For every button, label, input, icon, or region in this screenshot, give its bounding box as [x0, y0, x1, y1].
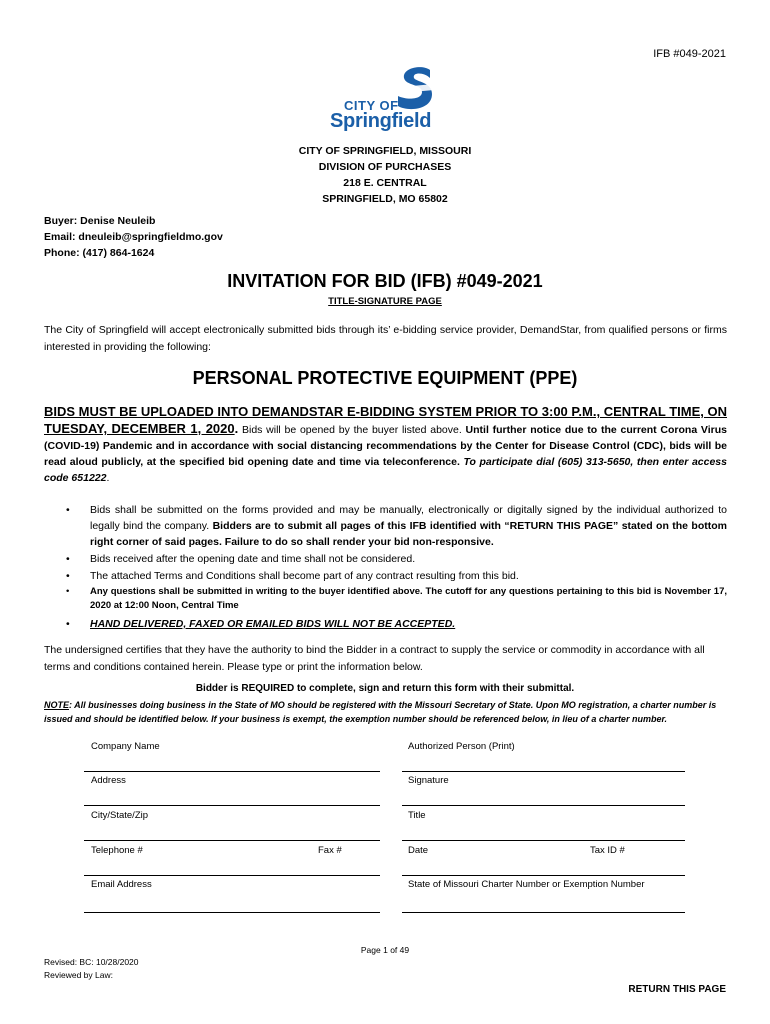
email-field[interactable]: [84, 912, 380, 913]
bullet-icon: •: [66, 504, 70, 516]
certification-paragraph: The undersigned certifies that they have the authority to bind the Bidder in a contract to supply the service or commodity in accordance with all terms and conditions contained herein. Please type or print the information below.: [44, 644, 705, 673]
list-item: [60, 502, 727, 550]
bullet-text: The attached Terms and Conditions shall become part of any contract resulting from this bid.: [90, 570, 519, 582]
teleconference-dial: To participate dial (605) 313-5650, then enter access code 651222: [44, 456, 727, 484]
note-label: NOTE: [44, 700, 70, 710]
dial-end: .: [106, 472, 110, 484]
address-line: CITY OF SPRINGFIELD, MISSOURI: [298, 145, 472, 157]
revision-info: [44, 956, 139, 982]
buyer-name: Buyer: Denise Neuleib: [44, 215, 156, 227]
page-subtitle: TITLE-SIGNATURE PAGE: [328, 296, 442, 307]
registration-note: [44, 698, 727, 726]
page-number: Page 1 of 49: [360, 945, 410, 955]
company-name-label: Company Name: [91, 741, 160, 752]
telephone-fax-field[interactable]: [84, 875, 380, 876]
bid-opening-text: Bids will be opened by the buyer listed above.: [238, 424, 466, 436]
deadline-heading: BIDS MUST BE UPLOADED INTO DEMANDSTAR E-BIDDING SYSTEM PRIOR TO 3:00 P.M., CENTRAL TIME, ON TUESDAY, DECEMBER 1, 2020: [44, 404, 727, 436]
bid-rules-list: [60, 502, 727, 633]
springfield-s-icon: [392, 66, 436, 116]
fax-label: Fax #: [318, 845, 342, 856]
list-item: [60, 585, 727, 613]
bullet-bold-text: Any questions shall be submitted in writing to the buyer identified above.: [90, 586, 423, 597]
authorized-person-field[interactable]: [402, 771, 685, 772]
address-line: SPRINGFIELD, MO 65802: [322, 193, 448, 205]
logo-name-text: Springfield: [330, 110, 432, 132]
bullet-icon: •: [66, 618, 70, 630]
bullet-text: Bids received after the opening date and time shall not be considered.: [90, 553, 416, 565]
date-tax-id-field[interactable]: [402, 875, 685, 876]
list-item: [60, 616, 727, 632]
address-field[interactable]: [84, 805, 380, 806]
deadline-heading-end: .: [234, 421, 239, 436]
authorized-person-label: Authorized Person (Print): [408, 741, 515, 752]
project-title: PERSONAL PROTECTIVE EQUIPMENT (PPE): [192, 368, 578, 388]
revised-date: Revised: BC: 10/28/2020: [44, 957, 139, 967]
bullet-text: Bids shall be submitted on the forms provided and may be manually, electronically or digitally signed by the individual authorized to legally bind the company.: [90, 504, 727, 532]
list-item: [60, 568, 727, 584]
bullet-warning-text: HAND DELIVERED, FAXED OR EMAILED BIDS WILL NOT BE ACCEPTED.: [90, 618, 456, 630]
charter-number-field[interactable]: [402, 912, 685, 913]
purchasing-address: [0, 143, 770, 207]
address-line: 218 E. CENTRAL: [343, 177, 427, 189]
intro-paragraph: The City of Springfield will accept electronically submitted bids through its’ e-bidding service provider, DemandStar, from qualified persons or firms interested in providing the following:: [44, 324, 727, 353]
list-item: [60, 551, 727, 567]
title-label: Title: [408, 810, 426, 821]
page-title: INVITATION FOR BID (IFB) #049-2021: [227, 271, 543, 291]
address-line: DIVISION OF PURCHASES: [318, 161, 452, 173]
date-label: Date: [408, 845, 429, 856]
logo-city-text: CITY OF: [344, 98, 399, 113]
title-field[interactable]: [402, 840, 685, 841]
charter-number-label: State of Missouri Charter Number or Exemption Number: [408, 879, 645, 890]
return-this-page: RETURN THIS PAGE: [628, 984, 726, 995]
address-label: Address: [91, 775, 126, 786]
telephone-label: Telephone #: [91, 845, 143, 856]
buyer-contact: [44, 213, 223, 261]
bullet-bold-text: Bidders are to submit all pages of this IFB identified with “RETURN THIS PAGE” stated on the bottom right corner of said pages. Failure to do so shall render your bid non-responsive.: [90, 520, 727, 548]
tax-id-label: Tax ID #: [590, 845, 625, 856]
note-text: : All businesses doing business in the State of MO should be registered with the Missouri Secretary of State. Upon MO registration, a charter number is issued and should be identified below. If your business is exempt, the exemption number should be referenced below, in lieu of a charter number.: [44, 700, 717, 724]
city-state-zip-field[interactable]: [84, 840, 380, 841]
bullet-icon: •: [66, 586, 70, 597]
required-notice: Bidder is REQUIRED to complete, sign and return this form with their submittal.: [195, 683, 575, 694]
city-of-springfield-logo: [330, 66, 440, 136]
bullet-icon: •: [66, 553, 70, 565]
deadline-paragraph: [44, 404, 727, 486]
email-label: Email Address: [91, 879, 152, 890]
signature-label: Signature: [408, 775, 449, 786]
buyer-email: Email: dneuleib@springfieldmo.gov: [44, 231, 223, 243]
bullet-bold-text: The cutoff for any questions pertaining to this bid is November 17, 2020 at 12:00 Noon, Central Time: [90, 586, 727, 611]
reviewed-by: Reviewed by Law:: [44, 970, 113, 980]
bullet-icon: •: [66, 570, 70, 582]
buyer-phone: Phone: (417) 864-1624: [44, 247, 155, 259]
ifb-number: IFB #049-2021: [653, 48, 726, 60]
covid-notice: Until further notice due to the current Corona Virus (COVID-19) Pandemic and in accordance with social distancing recommendations by the Center for Disease Control (CDC), bids will be read aloud publicly, at the specified bid opening date and time via teleconference.: [44, 424, 727, 468]
company-name-field[interactable]: [84, 771, 380, 772]
signature-field[interactable]: [402, 805, 685, 806]
city-state-zip-label: City/State/Zip: [91, 810, 149, 821]
